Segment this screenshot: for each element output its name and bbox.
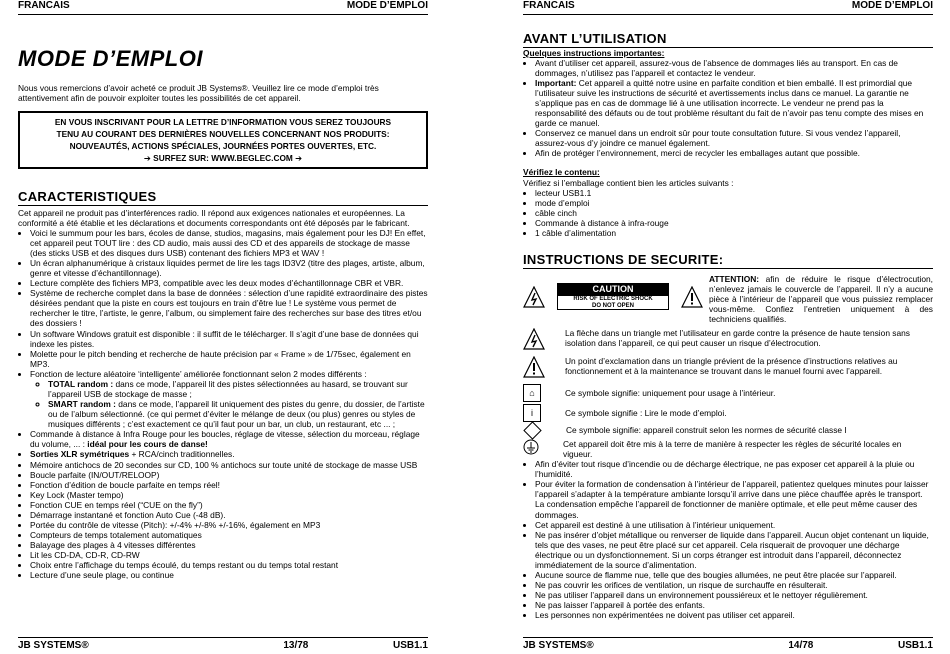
subsection-title: Vérifiez le contenu: — [523, 167, 600, 178]
list-item — [30, 369, 428, 429]
warning-text: Un point d’exclamation dans un triangle prévient de la présence d’instructions relatives au fonctionnement et à la maintenance se trouvant dans le manuel fourni avec l’appareil. — [565, 355, 898, 377]
right-page — [523, 0, 933, 654]
list-item: • mode d’emploi — [535, 198, 933, 208]
page-title: MODE D’EMPLOI — [18, 46, 203, 71]
class1-safety-icon — [523, 421, 541, 439]
list-item: • Lit les CD-DA, CD-R, CD-RW — [30, 550, 428, 560]
symbol-text: Ce symbole signifie : Lire le mode d’emploi. — [565, 407, 727, 418]
list-item: • Aucune source de flamme nue, telle que des bougies allumées, ne peut être placée sur l’appareil. — [535, 570, 933, 580]
list-item: • Molette pour le pitch bending et recherche de haute précision par « Frame » de 1/75sec, également en MP3. — [30, 349, 428, 369]
footer-brand: JB SYSTEMS® — [18, 640, 89, 651]
list-item — [30, 429, 428, 449]
symbol-row — [523, 424, 933, 437]
list-item: • Commande à distance à infra-rouge — [535, 218, 933, 228]
symbol-text: Cet appareil doit être mis à la terre de manière à respecter les règles de sécurité locales en vigueur. — [563, 438, 902, 460]
mode-label: SMART random : — [48, 399, 116, 410]
list-item: • Avant d’utiliser cet appareil, assurez-vous de l’absence de dommages liés au transport. En cas de dommages, n’utilisez pas l’appareil et contactez le vendeur. — [535, 58, 933, 78]
newsletter-line: EN VOUS INSCRIVANT POUR LA LETTRE D’INFORMATION VOUS SEREZ TOUJOURS — [54, 117, 392, 127]
symbol-row — [523, 384, 933, 402]
list-item: • Un software Windows gratuit est disponible : il suffit de le télécharger. Il s’agit d’une base de données qui indexe les pistes. — [30, 329, 428, 349]
safety-list — [523, 459, 933, 620]
safety-section — [523, 252, 933, 620]
lightning-triangle-icon — [523, 328, 545, 350]
list-item: • Compteurs de temps totalement automatiques — [30, 530, 428, 540]
list-item-text: Commande à distance à Infra Rouge pour les boucles, réglage de vitesse, sélection du morceau, réglage du volume, ... : — [30, 429, 420, 450]
indoor-use-icon: ⌂ — [523, 384, 541, 402]
list-item: • Key Lock (Master tempo) — [30, 490, 428, 500]
instructions-list — [523, 58, 933, 159]
list-item — [30, 449, 428, 459]
warning-row — [523, 328, 933, 350]
list-item: • Ne pas laisser l’appareil à portée des enfants. — [535, 600, 933, 610]
list-item-text: Cet appareil a quitté notre usine en parfaite condition et bien emballé. Il est primordial que l’utilisateur suive les instructions de sécurité et avertissements inclus dans ce manuel. La garantie ne s’applique pas en cas de dommage lié à une utilisation incorrecte. Le vendeur ne prend pas la responsabilité des défauts ou de tout problème résultant du fait de n’avoir pas tenu compte des mises en garde ce manuel. — [535, 77, 924, 129]
list-item — [535, 78, 933, 128]
footer-model: USB1.1 — [897, 640, 933, 651]
mode-label: TOTAL random : — [48, 378, 114, 389]
mode-text: dans ce mode, l’appareil lit des pistes sélectionnées au hasard, se trouvant sur l’appareil USB de stockage de masse ; — [48, 378, 408, 399]
section-title: INSTRUCTIONS DE SECURITE: — [523, 252, 933, 269]
exclamation-triangle-icon — [523, 356, 545, 378]
mode-text: dans ce mode, l’appareil lit uniquement des pistes du genre, du dossier, de l’artiste ou de l’album sélectionné. (ce qui permet d’éviter le mélange de deux (ou plus) genres ou styles de musiques différents ; c’est exactement ce qu’il faut pour un bar, un club, un restaurant, etc ... ; — [48, 399, 425, 430]
list-item: • Mémoire antichocs de 20 secondes sur CD, 100 % antichocs sur toute unité de stockage de masse USB — [30, 460, 428, 470]
caution-block — [523, 274, 933, 324]
symbol-row — [523, 404, 933, 422]
list-item: • lecteur USB1.1 — [535, 188, 933, 198]
footer-brand: JB SYSTEMS® — [523, 640, 594, 651]
caution-plate — [557, 283, 669, 310]
list-item: • Portée du contrôle de vitesse (Pitch): +/-4% +/-8% +/-16%, également en MP3 — [30, 520, 428, 530]
list-item-bold: Important: — [535, 77, 577, 88]
random-modes-list — [30, 379, 428, 429]
before-use-section — [523, 31, 933, 238]
list-item: • Cet appareil est destiné à une utilisation à l’intérieur uniquement. — [535, 520, 933, 530]
page-header — [523, 0, 933, 15]
list-item: • Démarrage instantané et fonction Auto Cue (-48 dB). — [30, 510, 428, 520]
list-item: • 1 câble d’alimentation — [535, 228, 933, 238]
list-item: • Afin d’éviter tout risque d’incendie ou de décharge électrique, ne pas exposer cet appareil à la pluie ou l’humidité. — [535, 459, 933, 479]
list-item: • Ne pas insérer d’objet métallique ou renverser de liquide dans l’appareil. Aucun objet contenant un liquide, tels que des vases, ne peut être placé sur cet appareil. Cela risquerait de provoquer une décharge électrique ou un dysfonctionnement. Si un corps étranger est introduit dans l’appareil, déconnectez immédiatement de la source d’alimentation. — [535, 530, 933, 570]
list-item: • Pour éviter la formation de condensation à l’intérieur de l’appareil, patientez quelques minutes pour laisser l’appareil s’adapter à la température ambiante lorsqu’il arrive dans une pièce chauffée après le transport. La condensation empêche l’appareil de fonctionner de manière optimale, et elle peut même causer des dommages. — [535, 479, 933, 519]
list-item: • Fonction CUE en temps réel (“CUE on the fly”) — [30, 500, 428, 510]
caution-title: CAUTION — [558, 284, 668, 296]
list-item — [48, 379, 428, 399]
newsletter-link[interactable]: ➔ SURFEZ SUR: WWW.BEGLEC.COM ➔ — [143, 153, 303, 164]
list-item: • Lecture d’une seule plage, ou continue — [30, 570, 428, 580]
header-language: FRANCAIS — [523, 0, 575, 11]
symbol-row — [523, 439, 933, 459]
contents-list — [523, 188, 933, 238]
header-title: MODE D’EMPLOI — [346, 0, 428, 11]
list-item: • Afin de protéger l’environnement, merci de recycler les emballages autant que possible. — [535, 148, 933, 158]
list-item: • Ne pas couvrir les orifices de ventilation, un risque de surchauffe en résulterait. — [535, 580, 933, 590]
caution-line: RISK OF ELECTRIC SHOCK — [573, 295, 653, 302]
footer-page-number: 13/78 — [283, 640, 309, 651]
newsletter-box — [18, 111, 428, 169]
list-item-bold: Sorties XLR symétriques — [30, 449, 130, 460]
list-item: • Fonction d’édition de boucle parfaite en temps réel! — [30, 480, 428, 490]
subsection-title: Quelques instructions importantes: — [523, 47, 665, 58]
section-title: AVANT L’UTILISATION — [523, 31, 933, 48]
list-item: • Lecture complète des fichiers MP3, compatible avec les deux modes d’échantillonnage CBR et VBR. — [30, 278, 428, 288]
read-manual-icon: i — [523, 404, 541, 422]
exclamation-triangle-icon — [681, 286, 703, 308]
page-footer — [523, 637, 933, 653]
list-item-bold: idéal pour les cours de danse! — [87, 439, 208, 450]
ground-icon — [523, 439, 539, 455]
section-title: CARACTERISTIQUES — [18, 189, 428, 206]
section-intro: Cet appareil ne produit pas d’interférences radio. Il répond aux exigences nationales et européennes. La conformité a été établie et les déclarations et documents correspondants ont été déposés par le fabricant. — [18, 207, 410, 228]
footer-page-number: 14/78 — [788, 640, 814, 651]
warning-text: La flèche dans un triangle met l’utilisateur en garde contre la présence de haute tension sans isolation dans l’appareil, ce qui peut causer un risque d’électrocution. — [565, 327, 910, 349]
contents-intro: Vérifiez si l’emballage contient bien les articles suivants : — [523, 177, 734, 188]
caution-label — [523, 274, 703, 320]
list-item: • Les personnes non expérimentées ne doivent pas utiliser cet appareil. — [535, 610, 933, 620]
newsletter-line: TENU AU COURANT DES DERNIÈRES NOUVELLES CONCERNANT NOS PRODUITS: — [56, 129, 390, 140]
list-item: • Un écran alphanumérique à cristaux liquides permet de lire les tags ID3V2 (titre des plages, artiste, album, genre et vitesse d’échantillonnage). — [30, 258, 428, 278]
list-item-text: Fonction de lecture aléatoire ‘intelligente’ améliorée fonctionnant selon 2 modes différents : — [30, 368, 367, 379]
features-list — [18, 228, 428, 581]
list-item: • câble cinch — [535, 208, 933, 218]
header-title: MODE D’EMPLOI — [851, 0, 933, 11]
list-item: • Choix entre l’affichage du temps écoulé, du temps restant ou du temps total restant — [30, 560, 428, 570]
lightning-triangle-icon — [523, 286, 545, 308]
features-section — [18, 189, 428, 580]
left-page — [18, 0, 428, 654]
list-item — [48, 399, 428, 429]
newsletter-line: NOUVEAUTÉS, ACTIONS SPÉCIALES, JOURNÉES PORTES OUVERTES, ETC. — [69, 141, 377, 152]
list-item: • Boucle parfaite (IN/OUT/RELOOP) — [30, 470, 428, 480]
list-item-text: + RCA/cinch traditionnelles. — [129, 449, 235, 460]
symbol-text: Ce symbole signifie: uniquement pour usage à l’intérieur. — [565, 387, 776, 398]
warning-row — [523, 356, 933, 378]
footer-model: USB1.1 — [392, 640, 428, 651]
attention-body: afin de réduire le risque d’électrocution, n’enlevez jamais le couvercle de l’appareil. Il n’y a aucune pièce à l’intérieur de l’appareil que vous puissiez remplacer vous-même. Confiez l’entretien uniquement à des techniciens qualifiés. — [709, 273, 933, 324]
list-item: • Ne pas utiliser l’appareil dans un environnement poussiéreux et le nettoyer régulièrement. — [535, 590, 933, 600]
attention-text — [709, 274, 933, 324]
list-item: • Système de recherche complet dans la base de données : sélection d’une rapidité extraordinaire des pistes désirées pendant que la piste en cours est toujours en train d’être lue ! Le système vous permet de rechercher le titre, l’artiste, le genre, l’album, ou simplement faire des recherches sur base des titres et/ou des dossiers ! — [30, 288, 428, 328]
list-item: • Balayage des plages à 4 vitesses différentes — [30, 540, 428, 550]
page-footer — [18, 637, 428, 653]
list-item: • Voici le summum pour les bars, écoles de danse, studios, magasins, mais également pour les DJ! En effet, cet appareil peut TOUT lire : des CD audio, mais aussi des CD et des appareils de stockage de masse (des sticks USB et des disques durs USB) contenant des fichiers MP3 et WAV ! — [30, 228, 428, 258]
list-item: • Conservez ce manuel dans un endroit sûr pour toute consultation future. Si vous vendez l’appareil, assurez-vous d’y joindre ce manuel également. — [535, 128, 933, 148]
header-language: FRANCAIS — [18, 0, 70, 11]
intro-text: Nous vous remercions d’avoir acheté ce produit JB Systems®. Veuillez lire ce mode d’emploi très attentivement afin de pouvoir exploiter toutes les possibilités de cet appareil. — [18, 83, 379, 104]
caution-line: DO NOT OPEN — [591, 302, 634, 309]
attention-label: ATTENTION: — [709, 273, 760, 284]
symbol-text: Ce symbole signifie: appareil construit selon les normes de sécurité classe I — [566, 425, 847, 436]
page-header — [18, 0, 428, 15]
